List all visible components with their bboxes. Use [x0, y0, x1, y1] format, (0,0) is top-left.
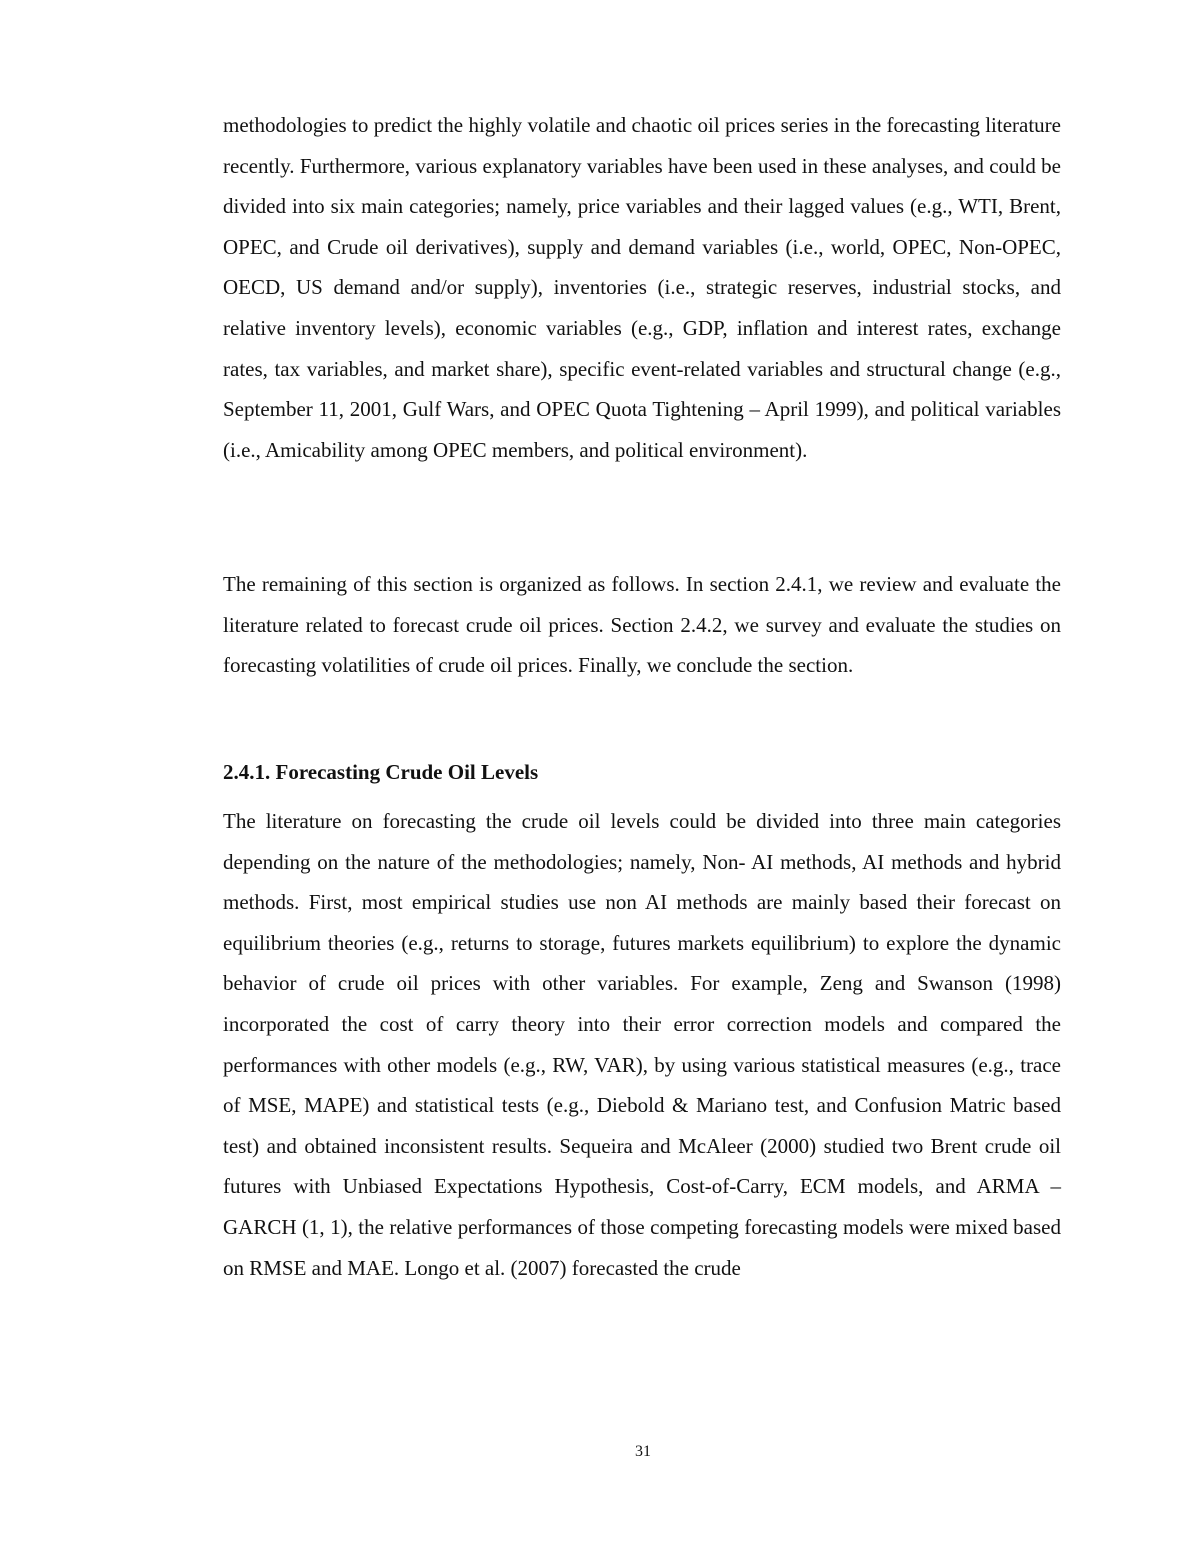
section-heading: 2.4.1. Forecasting Crude Oil Levels [223, 760, 539, 784]
paragraph-section-overview: The remaining of this section is organized as follows. In section 2.4.1, we review and evaluate the literature related to forecast crude oil prices. Section 2.4.2, we survey and evaluate the studies on forecasting volatilities of crude oil prices. Finally, we conclude the section. [223, 572, 1061, 678]
paragraph-variables: methodologies to predict the highly volatile and chaotic oil prices series in the forecasting literature recently. Furthermore, various explanatory variables have been used in these analyses, and could be divided into six main categories; namely, price variables and their lagged values (e.g., WTI, Brent, OPEC, and Crude oil derivatives), supply and demand variables (i.e., world, OPEC, Non-OPEC, OECD, US demand and/or supply), inventories (i.e., strategic reserves, industrial stocks, and relative inventory levels), economic variables (e.g., GDP, inflation and interest rates, exchange rates, tax variables, and market share), specific event-related variables and structural change (e.g., September 11, 2001, Gulf Wars, and OPEC Quota Tightening – April 1999), and political variables (i.e., Amicability among OPEC members, and political environment). [223, 113, 1061, 462]
page-number: 31 [635, 1443, 651, 1460]
paragraph-forecasting-levels: The literature on forecasting the crude oil levels could be divided into three main categories depending on the nature of the methodologies; namely, Non- AI methods, AI methods and hybrid methods. First, most empirical studies use non AI methods are mainly based their forecast on equilibrium theories (e.g., returns to storage, futures markets equilibrium) to explore the dynamic behavior of crude oil prices with other variables. For example, Zeng and Swanson (1998) incorporated the cost of carry theory into their error correction models and compared the performances with other models (e.g., RW, VAR), by using various statistical measures (e.g., trace of MSE, MAPE) and statistical tests (e.g., Diebold & Mariano test, and Confusion Matric based test) and obtained inconsistent results. Sequeira and McAleer (2000) studied two Brent crude oil futures with Unbiased Expectations Hypothesis, Cost-of-Carry, ECM models, and ARMA – GARCH (1, 1), the relative performances of those competing forecasting models were mixed based on RMSE and MAE. Longo et al. (2007) forecasted the crude [223, 809, 1061, 1280]
